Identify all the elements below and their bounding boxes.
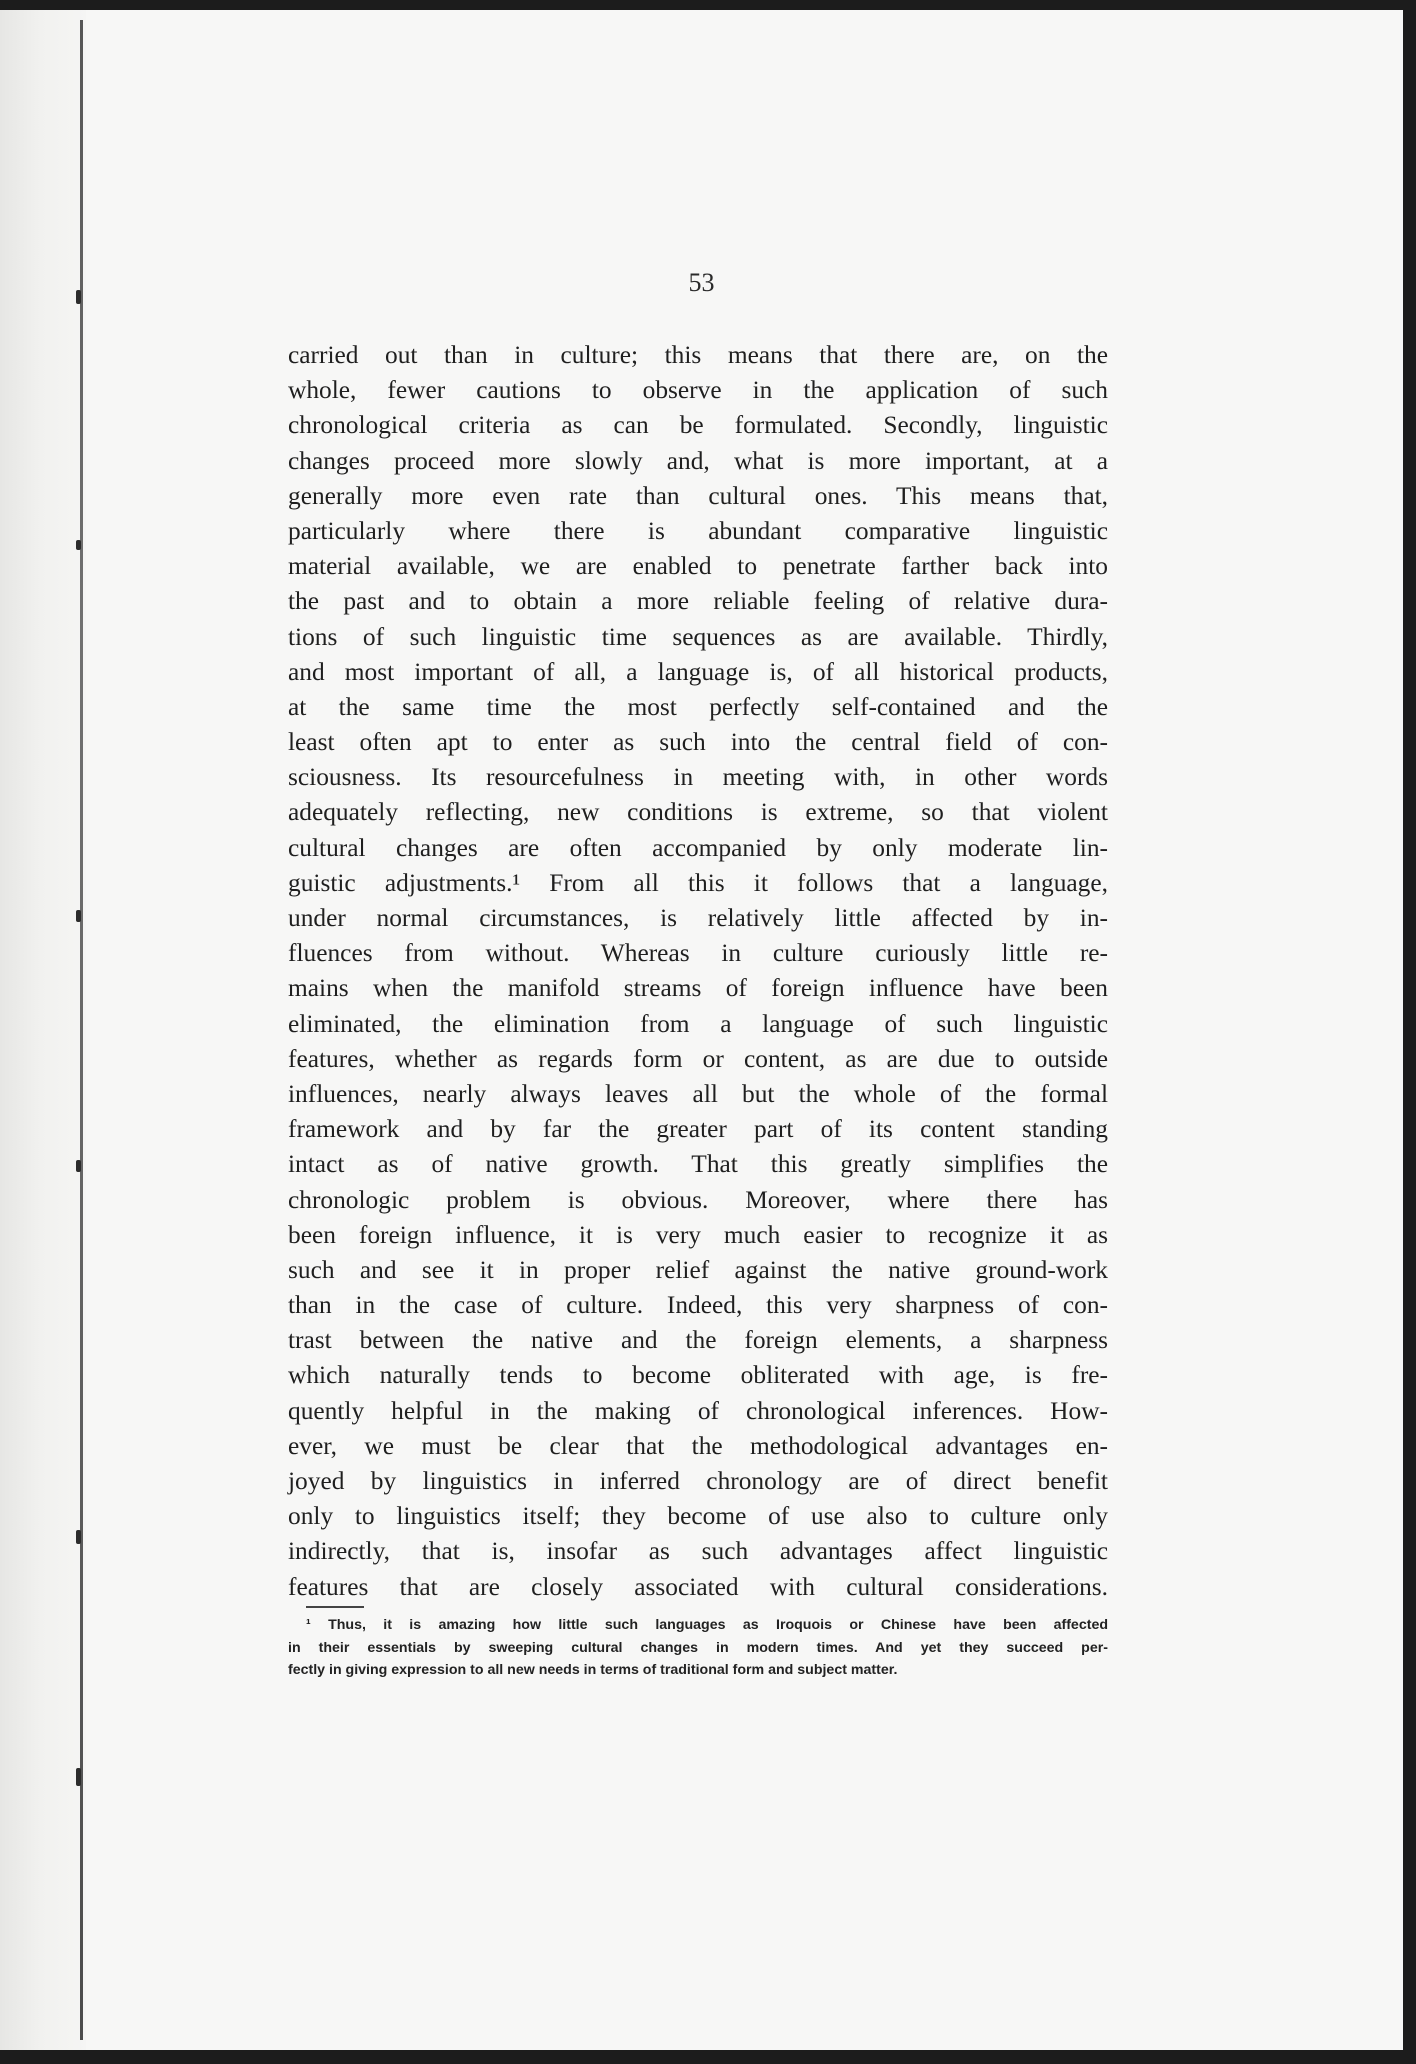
body-line: eliminated, the elimination from a language of such linguistic <box>288 1009 1108 1038</box>
body-line: under normal circumstances, is relatively little affected by in- <box>288 904 1108 932</box>
body-line: only to linguistics itself; they become of use also to culture only <box>288 1502 1108 1531</box>
book-page <box>0 10 1403 2050</box>
body-line: intact as of native growth. That this greatly simplifies the <box>288 1150 1108 1179</box>
body-line: guistic adjustments.¹ From all this it follows that a language, <box>288 868 1108 897</box>
body-line: fluences from without. Whereas in culture curiously little re- <box>288 939 1108 968</box>
body-line: influences, nearly always leaves all but the whole of the formal <box>288 1079 1108 1108</box>
body-line: adequately reflecting, new conditions is extreme, so that violent <box>288 798 1108 827</box>
body-line: been foreign influence, it is very much easier to recognize it as <box>288 1220 1108 1249</box>
body-line: joyed by linguistics in inferred chronology are of direct benefit <box>288 1467 1108 1495</box>
body-line: chronologic problem is obvious. Moreover, where there has <box>288 1185 1108 1214</box>
body-line: mains when the manifold streams of foreign influence have been <box>288 974 1108 1003</box>
body-line: tions of such linguistic time sequences as are available. Thirdly, <box>288 622 1108 651</box>
footnote <box>288 1614 1108 1682</box>
footnote-line: in their essentials by sweeping cultural changes in modern times. And yet they succeed per- <box>288 1639 1108 1656</box>
body-line: and most important of all, a language is, of all historical products, <box>288 657 1108 686</box>
binding-mark <box>76 1768 81 1786</box>
body-line: quently helpful in the making of chronological inferences. How- <box>288 1396 1108 1425</box>
body-line: trast between the native and the foreign elements, a sharpness <box>288 1326 1108 1355</box>
body-line: indirectly, that is, insofar as such advantages affect linguistic <box>288 1537 1108 1566</box>
body-line: sciousness. Its resourcefulness in meeting with, in other words <box>288 763 1108 792</box>
body-line: cultural changes are often accompanied by only moderate lin- <box>288 833 1108 862</box>
body-line: material available, we are enabled to penetrate farther back into <box>288 552 1108 581</box>
body-line: whole, fewer cautions to observe in the application of such <box>288 376 1108 405</box>
binding-mark <box>76 910 81 922</box>
body-line: changes proceed more slowly and, what is more important, at a <box>288 446 1108 475</box>
body-line: carried out than in culture; this means that there are, on the <box>288 341 1108 369</box>
footnote-line: ¹ Thus, it is amazing how little such languages as Iroquois or Chinese have been affected <box>306 1617 1108 1633</box>
body-line: than in the case of culture. Indeed, this very sharpness of con- <box>288 1291 1108 1320</box>
body-line: which naturally tends to become obliterated with age, is fre- <box>288 1361 1108 1390</box>
body-line: particularly where there is abundant comparative linguistic <box>288 516 1108 545</box>
footnote-divider <box>306 1606 364 1608</box>
body-line: features, whether as regards form or content, as are due to outside <box>288 1044 1108 1073</box>
body-line: framework and by far the greater part of its content standing <box>288 1115 1108 1144</box>
body-line: ever, we must be clear that the methodological advantages en- <box>288 1431 1108 1460</box>
page-number: 53 <box>688 268 715 297</box>
body-text <box>288 338 1108 1605</box>
page-gutter-shadow <box>0 10 86 2050</box>
body-line: at the same time the most perfectly self-contained and the <box>288 692 1108 721</box>
body-line: generally more even rate than cultural ones. This means that, <box>288 481 1108 510</box>
footnote-line: fectly in giving expression to all new needs in terms of traditional form and subject matter. <box>288 1662 898 1678</box>
binding-mark <box>76 1530 81 1544</box>
body-line: features that are closely associated with cultural considerations. <box>288 1572 1108 1601</box>
binding-edge <box>80 20 83 2040</box>
binding-mark <box>76 1160 81 1172</box>
body-line: such and see it in proper relief against the native ground-work <box>288 1255 1108 1284</box>
binding-mark <box>76 540 81 550</box>
body-line: chronological criteria as can be formulated. Secondly, linguistic <box>288 411 1108 440</box>
body-line: least often apt to enter as such into the central field of con- <box>288 728 1108 757</box>
body-line: the past and to obtain a more reliable feeling of relative dura- <box>288 587 1108 616</box>
